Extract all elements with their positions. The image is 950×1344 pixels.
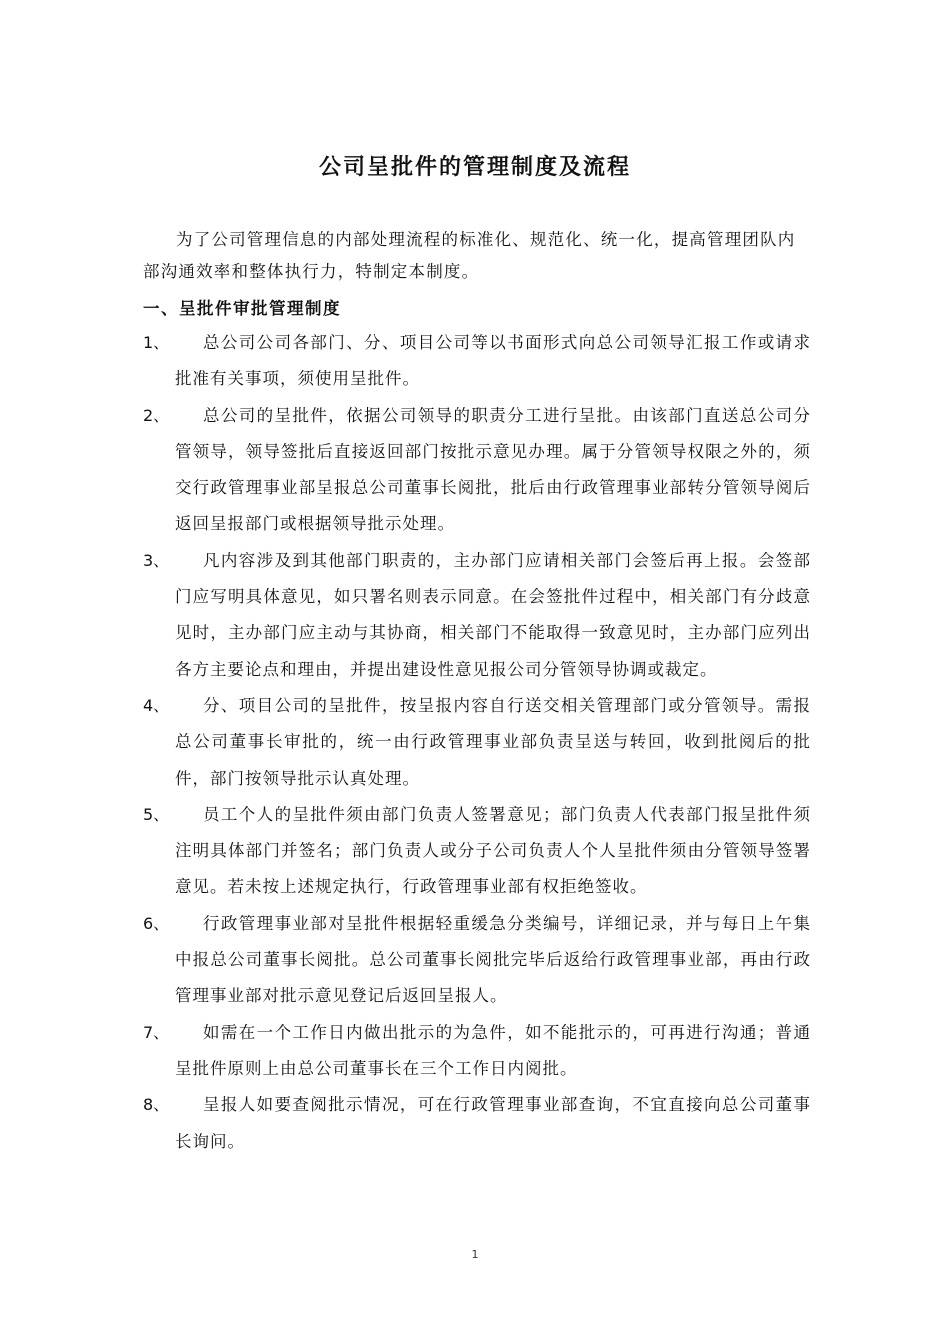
item-text: 总公司的呈批件，依据公司领导的职责分工进行呈批。由该部门直送总公司分管领导，领导签批后直接返回部门按批示意见办理。属于分管领导权限之外的，须交行政管理事业部呈报总公司董事长阅批，批后由行政管理事业部转分管领导阅后返回呈报部门或根据领导批示处理。 xyxy=(175,405,811,534)
list-item xyxy=(143,543,811,688)
intro-paragraph: 为了公司管理信息的内部处理流程的标准化、规范化、统一化，提高管理团队内部沟通效率和整体执行力，特制定本制度。 xyxy=(143,230,796,281)
list-item xyxy=(143,1087,811,1160)
item-number: 7、 xyxy=(143,1022,170,1042)
item-text: 员工个人的呈批件须由部门负责人签署意见；部门负责人代表部门报呈批件须注明具体部门并签名；部门负责人或分子公司负责人个人呈批件须由分管领导签署意见。若未按上述规定执行，行政管理事业部有权拒绝签收。 xyxy=(175,804,811,897)
item-text: 总公司公司各部门、分、项目公司等以书面形式向总公司领导汇报工作或请求批准有关事项，须使用呈批件。 xyxy=(175,333,811,389)
item-number: 2、 xyxy=(143,405,170,425)
item-text: 行政管理事业部对呈批件根据轻重缓急分类编号，详细记录，并与每日上午集中报总公司董事长阅批。总公司董事长阅批完毕后返给行政管理事业部，再由行政管理事业部对批示意见登记后返回呈报人。 xyxy=(175,913,811,1006)
list-item xyxy=(143,688,811,797)
page-number: 1 xyxy=(471,1248,479,1261)
list-item xyxy=(143,906,811,1015)
list-item xyxy=(143,797,811,906)
list-item xyxy=(143,1015,811,1088)
document-title: 公司呈批件的管理制度及流程 xyxy=(318,153,631,180)
list-item xyxy=(143,398,811,543)
item-number: 6、 xyxy=(143,913,170,933)
rules-list xyxy=(143,325,811,1160)
item-number: 5、 xyxy=(143,804,170,824)
item-text: 分、项目公司的呈批件，按呈报内容自行送交相关管理部门或分管领导。需报总公司董事长审批的，统一由行政管理事业部负责呈送与转回，收到批阅后的批件，部门按领导批示认真处理。 xyxy=(175,695,811,788)
item-number: 3、 xyxy=(143,550,170,570)
item-number: 1、 xyxy=(143,333,170,352)
list-item xyxy=(143,325,811,398)
section-heading: 一、呈批件审批管理制度 xyxy=(143,299,341,318)
item-text: 凡内容涉及到其他部门职责的，主办部门应请相关部门会签后再上报。会签部门应写明具体意见，如只署名则表示同意。在会签批件过程中，相关部门有分歧意见时，主办部门应主动与其协商，相关部门不能取得一致意见时，主办部门应列出各方主要论点和理由，并提出建设性意见报公司分管领导协调或裁定。 xyxy=(175,550,811,679)
item-number: 8、 xyxy=(143,1095,170,1115)
item-text: 如需在一个工作日内做出批示的为急件，如不能批示的，可再进行沟通；普通呈批件原则上由总公司董事长在三个工作日内阅批。 xyxy=(175,1022,811,1078)
item-number: 4、 xyxy=(143,695,170,715)
item-text: 呈报人如要查阅批示情况，可在行政管理事业部查询，不宜直接向总公司董事长询问。 xyxy=(175,1095,811,1151)
